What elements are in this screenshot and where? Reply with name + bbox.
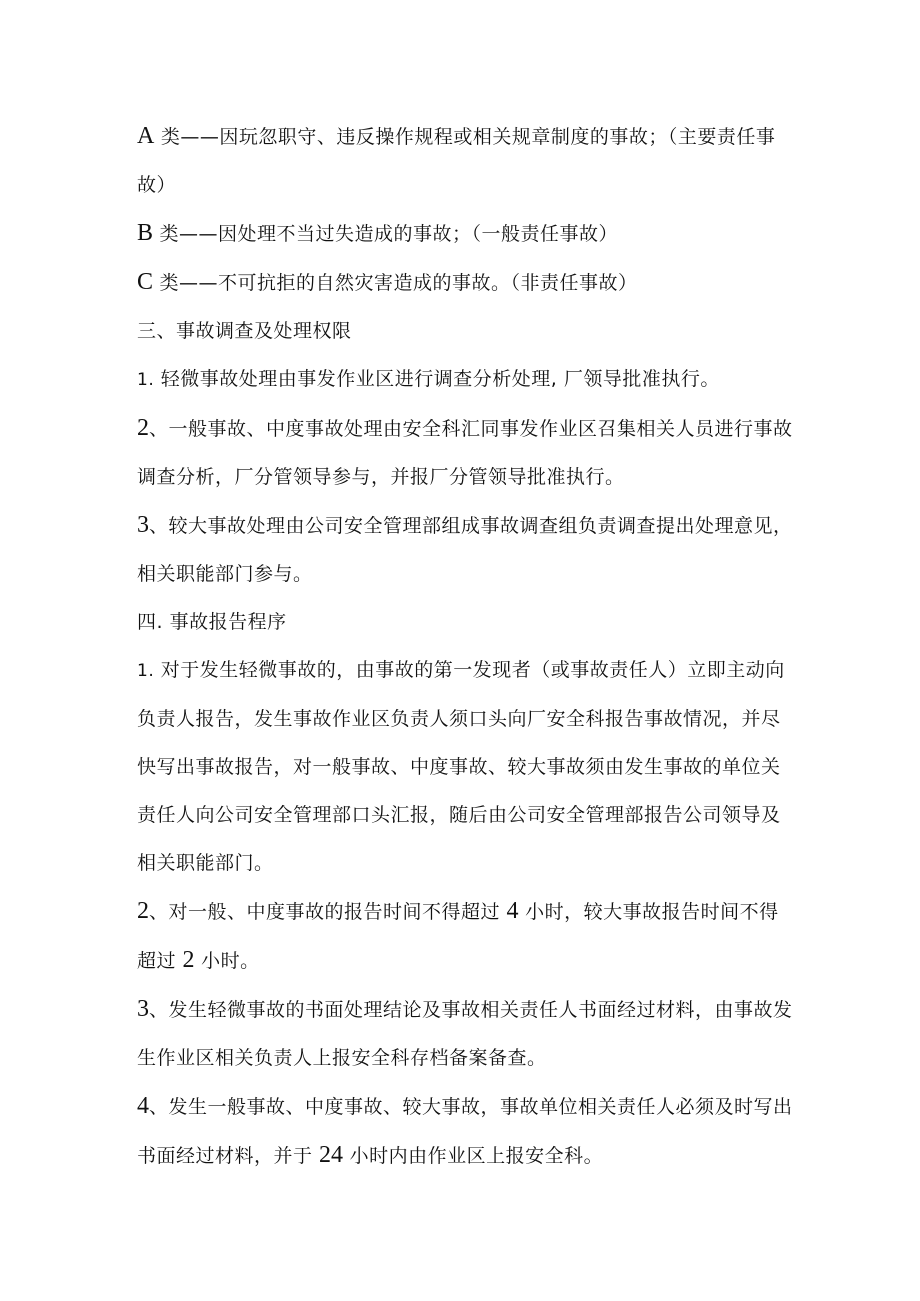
section-4-item-3 bbox=[137, 985, 797, 1082]
section-4-item-2-text-c: 小时。 bbox=[194, 950, 260, 972]
section-4-item-3-number: 3 bbox=[137, 996, 149, 1022]
section-3-item-2-number: 2 bbox=[137, 415, 149, 441]
section-3-item-3-number: 3 bbox=[137, 512, 149, 538]
section-4-item-2-number: 2 bbox=[137, 898, 149, 924]
section-4-item-2-hours-a: 4 bbox=[506, 898, 519, 924]
section-3-item-1 bbox=[137, 355, 797, 404]
section-4-item-3-text: 、发生轻微事故的书面处理结论及事故相关责任人书面经过材料，由事故发生作业区相关负责人上报安全科存档备案备查。 bbox=[137, 999, 793, 1069]
category-a-paragraph bbox=[137, 112, 797, 209]
section-3-item-3-text: 、较大事故处理由公司安全管理部组成事故调查组负责调查提出处理意见，相关职能部门参与。 bbox=[137, 515, 793, 585]
section-4-item-2 bbox=[137, 887, 797, 985]
category-c-text: 类——不可抗拒的自然灾害造成的事故。（非责任事故） bbox=[153, 272, 638, 294]
section-4-item-2-text-a: 、对一般、中度事故的报告时间不得超过 bbox=[149, 901, 507, 923]
section-4-item-2-text-b: 小时，较大事故报告时间不得超过 bbox=[137, 901, 779, 972]
category-b-letter: B bbox=[137, 220, 154, 246]
section-4-item-1 bbox=[137, 646, 797, 887]
document-body bbox=[137, 112, 797, 1180]
section-3-item-2 bbox=[137, 404, 797, 501]
section-4-item-4-text-b: 小时内由作业区上报安全科。 bbox=[343, 1145, 604, 1167]
category-b-paragraph bbox=[137, 209, 797, 258]
section-4-item-2-hours-b: 2 bbox=[182, 947, 195, 973]
section-4-item-1-text: 对于发生轻微事故的，由事故的第一发现者（或事故责任人）立即主动向负责人报告，发生事故作业区负责人须口头向厂安全科报告事故情况，并尽快写出事故报告，对一般事故、中度事故、较大事故须由发生事故的单位关责任人向公司安全管理部口头汇报，随后由公司安全管理部报告公司领导及相关职能部门。 bbox=[137, 659, 785, 874]
section-3-item-1-text: 轻微事故处理由事发作业区进行调查分析处理, 厂领导批准执行。 bbox=[154, 368, 720, 390]
section-3-item-3 bbox=[137, 501, 797, 598]
section-4-item-4 bbox=[137, 1082, 797, 1180]
section-4-item-4-number: 4 bbox=[137, 1093, 149, 1119]
section-4-item-1-number: 1. bbox=[137, 661, 155, 681]
section-4-item-4-hours: 24 bbox=[319, 1142, 344, 1168]
section-3-item-2-text: 、一般事故、中度事故处理由安全科汇同事发作业区召集相关人员进行事故调查分析，厂分管领导参与，并报厂分管领导批准执行。 bbox=[137, 418, 793, 488]
category-c-letter: C bbox=[137, 269, 154, 295]
category-a-letter: A bbox=[137, 123, 155, 149]
section-3-heading: 三、事故调查及处理权限 bbox=[137, 320, 352, 342]
section-4-heading: 四. 事故报告程序 bbox=[137, 611, 287, 633]
section-4-item-4-text-a: 、发生一般事故、中度事故、较大事故，事故单位相关责任人必须及时写出书面经过材料，并于 bbox=[137, 1096, 793, 1167]
section-3-item-1-number: 1. bbox=[137, 370, 155, 390]
category-b-text: 类——因处理不当过失造成的事故；（一般责任事故） bbox=[153, 223, 619, 245]
category-a-text: 类——因玩忽职守、违反操作规程或相关规章制度的事故；（主要责任事故） bbox=[137, 126, 776, 196]
category-c-paragraph bbox=[137, 258, 797, 307]
